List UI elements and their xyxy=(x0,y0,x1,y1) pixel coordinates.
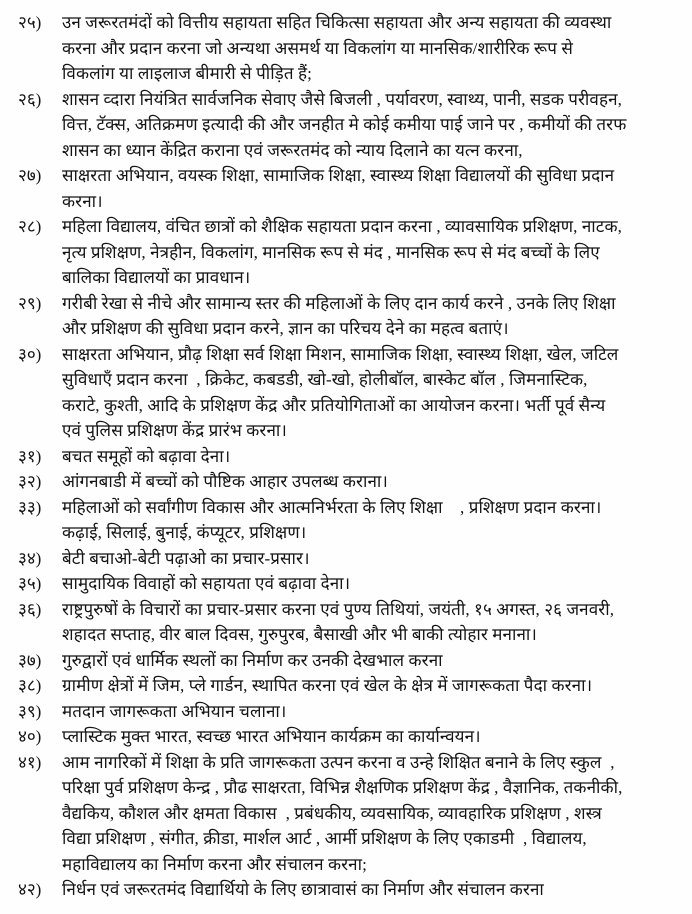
text-line: वित्त, टॅक्स, अतिक्रमण इत्यादी की और जनहीत मे कोई कमीया पाई जाने पर , कमीयों की तरफ xyxy=(62,115,627,134)
text-line: और प्रशिक्षण की सुविधा प्रदान करने, ज्ञान का परिचय देने का महत्व बताएं। xyxy=(62,319,509,338)
text-line: आम नागरिकों में शिक्षा के प्रति जागरूकता उत्पन करना व उन्हे शिक्षित बनाने के लिए स्कुल , xyxy=(62,752,615,772)
item-number: ३२) xyxy=(18,472,42,491)
item-text xyxy=(62,750,662,878)
item-number: २७) xyxy=(18,166,42,185)
list-item xyxy=(18,10,662,87)
item-number: २८) xyxy=(18,217,42,236)
text-line: साक्षरता अभियान, प्रौढ़ शिक्षा सर्व शिक्षा मिशन, सामाजिक शिक्षा, स्वास्थ्य शिक्षा, खेल, जटिल xyxy=(62,344,619,364)
text-line: परिक्षा पुर्व प्रशिक्षण केन्द्र , प्रौढ साक्षरता, विभिन्न शैक्षणिक प्रशिक्षण केंद्र , वैज्ञानिक, तकनीकी, xyxy=(62,778,623,797)
text-line: निर्धन एवं जरूरतमंद विद्यार्थियो के लिए छात्रावासं का निर्माण और संचालन करना xyxy=(62,880,544,899)
item-text xyxy=(62,495,662,546)
item-number: ४१) xyxy=(18,752,42,772)
list-item xyxy=(18,597,662,648)
item-number: ४०) xyxy=(18,727,42,746)
text-line: गरीबी रेखा से नीचे और सामान्य स्तर की महिलाओं के लिए दान कार्य करने , उनके लिए शिक्षा xyxy=(62,293,616,313)
text-line: महाविद्यालय का निर्माण करना और संचालन करना; xyxy=(62,854,367,874)
item-number: ३४) xyxy=(18,548,42,568)
item-number: ४२) xyxy=(18,880,42,899)
text-line: महिला विद्यालय, वंचित छात्रों को शैक्षिक सहायता प्रदान करना , व्यावसायिक प्रशिक्षण, नाटक, xyxy=(62,217,622,236)
text-line: बेटी बचाओ-बेटी पढ़ाओ का प्रचार-प्रसार। xyxy=(62,548,310,568)
item-text xyxy=(62,444,662,470)
item-number: ३०) xyxy=(18,344,42,364)
item-number: ३६) xyxy=(18,599,42,619)
item-number: २९) xyxy=(18,293,42,313)
list-item xyxy=(18,699,662,725)
item-text xyxy=(62,163,662,214)
item-text xyxy=(62,291,662,342)
text-line: उन जरूरतमंदों को वित्तीय सहायता सहित चिकित्सा सहायता और अन्य सहायता की व्यवस्था xyxy=(62,13,612,32)
numbered-list xyxy=(18,10,662,903)
item-text xyxy=(62,214,662,291)
list-item xyxy=(18,291,662,342)
text-line: करना और प्रदान करना जो अन्यथा असमर्थ या विकलांग या मानसिक/शारीरिक रूप से xyxy=(62,38,573,58)
item-text xyxy=(62,597,662,648)
text-line: विकलांग या लाइलाज बीमारी से पीड़ित हैं; xyxy=(62,64,312,83)
item-number: ३९) xyxy=(18,701,42,721)
text-line: ग्रामीण क्षेत्रों में जिम, प्ले गार्डन, स्थापित करना एवं खेल के क्षेत्र में जागरूकता पैदा करना। xyxy=(62,676,593,695)
item-text xyxy=(62,724,662,750)
item-text xyxy=(62,469,662,495)
text-line: गुरुद्वारों एवं धार्मिक स्थलों का निर्माण कर उनकी देखभाल करना xyxy=(62,650,443,670)
list-item xyxy=(18,495,662,546)
list-item xyxy=(18,87,662,164)
item-text xyxy=(62,546,662,572)
list-item xyxy=(18,163,662,214)
list-item xyxy=(18,571,662,597)
text-line: सुविधाएँ प्रदान करना , क्रिकेट, कबडडी, खो-खो, होलीबॉल, बास्केट बॉल , जिमनास्टिक, xyxy=(62,370,588,389)
item-text xyxy=(62,673,662,699)
text-line: राष्ट्रपुरुषों के विचारों का प्रचार-प्रसार करना एवं पुण्य तिथियां, जयंती, १५ अगस्त, २६ जनवरी, xyxy=(62,599,615,619)
item-text xyxy=(62,342,662,444)
text-line: साक्षरता अभियान, वयस्क शिक्षा, सामाजिक शिक्षा, स्वास्थ्य शिक्षा विद्यालयों की सुविधा प्रदान xyxy=(62,166,615,185)
text-line: नृत्य प्रशिक्षण, नेत्रहीन, विकलांग, मानसिक रूप से मंद , मानसिक रूप से मंद बच्चों के लिए xyxy=(62,242,600,262)
item-text xyxy=(62,648,662,674)
list-item xyxy=(18,648,662,674)
item-text xyxy=(62,571,662,597)
item-text xyxy=(62,10,662,87)
text-line: वैद्यकिय, कौशल और क्षमता विकास , प्रबंधकीय, व्यवसायिक, व्यावहारिक प्रशिक्षण , शस्त्र xyxy=(62,803,602,823)
item-number: २६) xyxy=(18,89,42,109)
text-line: महिलाओं को सर्वांगीण विकास और आत्मनिर्भरता के लिए शिक्षा , प्रशिक्षण प्रदान करना। xyxy=(62,497,602,517)
text-line: करना। xyxy=(62,191,103,211)
text-line: शासन का ध्यान केंद्रित कराना एवं जरूरतमंद को न्याय दिलाने का यत्न करना, xyxy=(62,140,523,160)
text-line: शहादत सप्ताह, वीर बाल दिवस, गुरुपुरब, बैसाखी और भी बाकी त्योहार मनाना। xyxy=(62,625,537,644)
text-line: शासन व्दारा नियंत्रित सार्वजनिक सेवाए जैसे बिजली , पर्यावरण, स्वाथ्य, पानी, सडक परीवहन, xyxy=(62,89,622,109)
list-item xyxy=(18,214,662,291)
item-number: ३८) xyxy=(18,676,42,695)
text-line: कढ़ाई, सिलाई, बुनाई, कंप्यूटर, प्रशिक्षण। xyxy=(62,523,307,542)
list-item xyxy=(18,469,662,495)
item-text xyxy=(62,699,662,725)
text-line: प्लास्टिक मुक्त भारत, स्वच्छ भारत अभियान कार्यक्रम का कार्यान्वयन। xyxy=(62,727,481,746)
item-number: ३७) xyxy=(18,650,42,670)
list-item xyxy=(18,750,662,878)
list-item xyxy=(18,877,662,903)
text-line: बालिका विद्यालयों का प्रावधान। xyxy=(62,268,251,287)
item-text xyxy=(62,87,662,164)
item-number: ३३) xyxy=(18,497,42,517)
text-line: एवं पुलिस प्रशिक्षण केंद्र प्रारंभ करना। xyxy=(62,421,287,440)
text-line: सामुदायिक विवाहों को सहायता एवं बढ़ावा देना। xyxy=(62,574,351,593)
list-item xyxy=(18,342,662,444)
text-line: मतदान जागरूकता अभियान चलाना। xyxy=(62,701,287,721)
item-number: ३१) xyxy=(18,446,42,466)
text-line: कराटे, कुश्ती, आदि के प्रशिक्षण केंद्र और प्रतियोगिताओं का आयोजन करना। भर्ती पूर्व सैन्य xyxy=(62,395,606,415)
text-line: बचत समूहों को बढ़ावा देना। xyxy=(62,446,231,466)
text-line: विद्या प्रशिक्षण , संगीत, क्रीडा, मार्शल आर्ट , आर्मी प्रशिक्षण के लिए एकाडमी , विद्यालय, xyxy=(62,829,587,848)
item-text xyxy=(62,877,662,903)
list-item xyxy=(18,673,662,699)
list-item xyxy=(18,444,662,470)
text-line: आंगनबाडी में बच्चों को पौष्टिक आहार उपलब्ध कराना। xyxy=(62,472,388,491)
item-number: २५) xyxy=(18,13,42,32)
item-number: ३५) xyxy=(18,574,42,593)
list-item xyxy=(18,546,662,572)
list-item xyxy=(18,724,662,750)
